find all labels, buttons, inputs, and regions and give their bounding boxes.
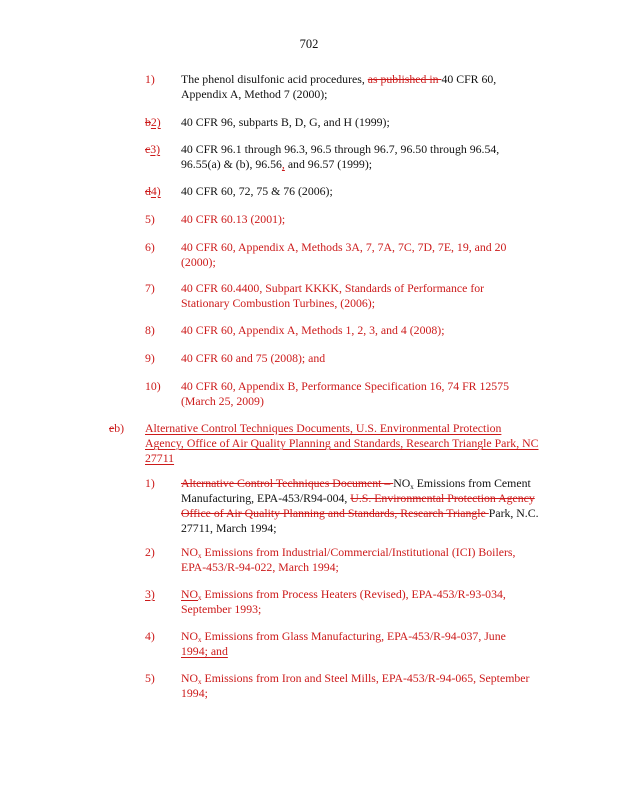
- subscript: x: [410, 483, 414, 491]
- subscript: x: [198, 594, 202, 602]
- text-segment: NO: [181, 629, 199, 643]
- item-text: 40 CFR 60 and 75 (2008); and: [181, 351, 326, 365]
- text-segment: Emissions from Glass Manufacturing, EPA-453/R-94-037, June: [201, 629, 506, 643]
- item-text: [181, 587, 526, 617]
- text-segment: Park, N.C. 27711, March 1994;: [181, 506, 539, 535]
- deleted-text: Alternative Control Techniques Document –: [181, 476, 394, 490]
- item-text: 40 CFR 60.13 (2001);: [181, 212, 286, 226]
- text-segment: NO: [181, 545, 199, 559]
- inserted-marker: 3): [150, 142, 161, 156]
- item-text: 40 CFR 60, Appendix A, Methods 3A, 7, 7A, 7C, 7D, 7E, 19, and 20 (2000);: [181, 240, 507, 269]
- inserted-marker: b): [114, 421, 125, 435]
- item-marker: 2): [145, 545, 155, 559]
- item-marker: 7): [145, 281, 155, 295]
- text-segment: 40 CFR 96.1 through 96.3, 96.5 through 96.7, 96.50 through 96.54, 96.55(a) & (b), 96.56: [181, 142, 500, 171]
- item-text: 40 CFR 60, Appendix B, Performance Specification 16, 74 FR 12575 (March 25, 2009): [181, 379, 509, 408]
- item-marker: [109, 421, 124, 436]
- subscript: x: [198, 636, 202, 644]
- deleted-text: U.S. Environmental Protection Agency Office of Air Quality Planning and Standards, Research Triangle: [181, 491, 535, 520]
- item-text: [181, 72, 511, 102]
- item-marker: 10): [145, 379, 161, 393]
- item-marker: 8): [145, 323, 155, 337]
- text-segment: 40 CFR 60, Appendix A, Method 7 (2000);: [181, 72, 497, 101]
- text-segment: Emissions from Process Heaters (Revised), EPA-453/R-93-034, September 1993;: [181, 587, 506, 616]
- item-marker: [145, 142, 160, 157]
- text-segment: NO: [393, 476, 411, 490]
- text-segment: NO: [181, 671, 199, 685]
- inserted-text: NO: [181, 587, 199, 601]
- item-marker: 5): [145, 212, 155, 226]
- inserted-text: 1994; and: [181, 644, 228, 658]
- text-segment: Emissions from Iron and Steel Mills, EPA-453/R-94-065, September 1994;: [181, 671, 530, 700]
- subscript: x: [198, 678, 202, 686]
- item-text: [181, 476, 541, 536]
- item-text: 40 CFR 60, 72, 75 & 76 (2006);: [181, 184, 333, 198]
- item-marker: 5): [145, 671, 155, 685]
- item-marker: 1): [145, 72, 155, 86]
- item-text: 40 CFR 60, Appendix A, Methods 1, 2, 3, and 4 (2008);: [181, 323, 445, 337]
- item-text: Alternative Control Techniques Documents, U.S. Environmental Protection Agency, Office of Air Quality Planning and Standards, Research Triangle Park, NC 27711: [145, 421, 539, 465]
- deleted-marker: d: [145, 184, 151, 198]
- subscript: x: [198, 552, 202, 560]
- item-marker: 3): [145, 587, 155, 601]
- item-text: [181, 142, 511, 172]
- inserted-text: ,: [281, 157, 285, 171]
- page-number: 702: [299, 37, 319, 51]
- item-text: [181, 545, 526, 575]
- item-marker: [145, 115, 161, 130]
- item-text: 40 CFR 60.4400, Subpart KKKK, Standards of Performance for Stationary Combustion Turbines, (2006);: [181, 281, 485, 310]
- deleted-marker: b: [145, 115, 151, 129]
- item-text: [181, 671, 541, 701]
- text-segment: The phenol disulfonic acid procedures,: [181, 72, 368, 86]
- deleted-marker: e: [109, 421, 115, 435]
- inserted-marker: 2): [150, 115, 161, 129]
- item-text: 40 CFR 96, subparts B, D, G, and H (1999);: [181, 115, 390, 129]
- text-segment: Emissions from Industrial/Commercial/Institutional (ICI) Boilers, EPA-453/R-94-022, March 1994;: [181, 545, 516, 574]
- item-marker: 1): [145, 476, 155, 490]
- text-segment: and 96.57 (1999);: [284, 157, 373, 171]
- item-marker: 9): [145, 351, 155, 365]
- item-marker: 4): [145, 629, 155, 643]
- item-marker: [145, 184, 161, 199]
- inserted-marker: 4): [150, 184, 161, 198]
- deleted-text: as published in: [367, 72, 442, 86]
- item-text: [181, 629, 526, 659]
- text-segment: Emissions from Cement Manufacturing, EPA-453/R94-004,: [181, 476, 531, 505]
- deleted-marker: c: [145, 142, 151, 156]
- item-marker: 6): [145, 240, 155, 254]
